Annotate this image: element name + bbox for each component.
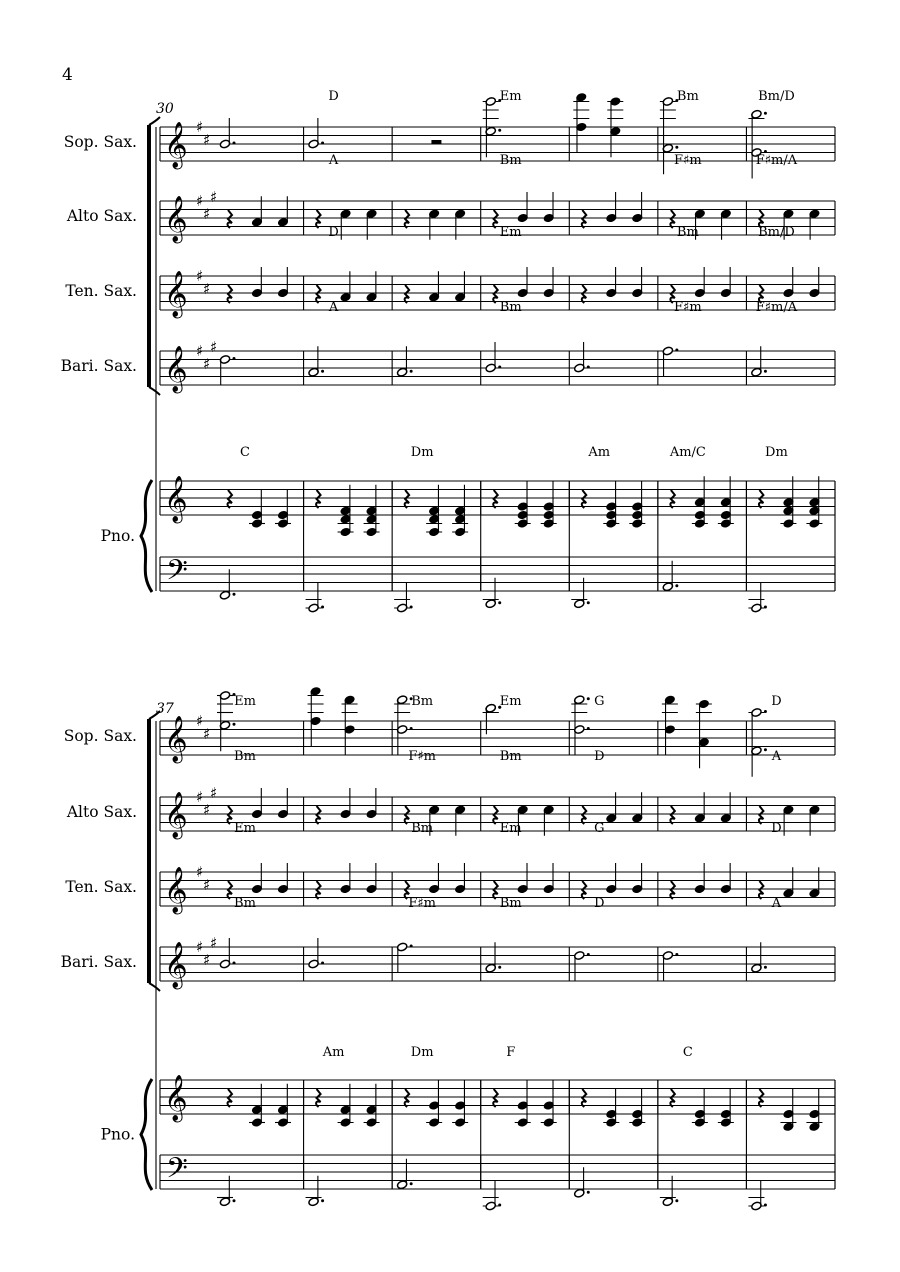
- augmentation-dot: [498, 366, 501, 369]
- treble-clef-icon: 𝄞: [164, 942, 188, 988]
- quarter-rest-icon: [582, 1089, 586, 1107]
- bracket-end: [149, 983, 160, 991]
- chord-symbol: A: [771, 749, 782, 764]
- augmentation-dot: [675, 146, 678, 149]
- augmentation-dot: [233, 593, 236, 596]
- instrument-staff: [64, 89, 835, 179]
- chord-symbol: D: [594, 896, 605, 911]
- score-system: [61, 89, 835, 613]
- chord-symbol: G: [594, 694, 605, 709]
- quarter-rest-icon: [670, 1089, 674, 1107]
- quarter-rest-icon: [405, 490, 409, 508]
- chord-symbol: Bm/D: [758, 89, 795, 104]
- augmentation-dot: [764, 710, 767, 713]
- piano-brace: [141, 1079, 152, 1190]
- augmentation-dot: [587, 1191, 590, 1194]
- chord-symbol: F♯m: [674, 153, 702, 168]
- treble-clef-icon: 𝄞: [164, 271, 188, 317]
- instrument-label: Alto Sax.: [66, 803, 137, 821]
- chord-symbol: Dm: [765, 445, 788, 460]
- sharp-icon: ♯: [196, 267, 204, 285]
- quarter-rest-icon: [493, 881, 497, 899]
- augmentation-dot: [321, 962, 324, 965]
- quarter-rest-icon: [316, 806, 320, 824]
- chord-symbol: Bm/D: [758, 225, 795, 240]
- quarter-rest-icon: [493, 210, 497, 228]
- augmentation-dot: [675, 349, 678, 352]
- ensemble-bracket: [147, 125, 151, 387]
- augmentation-dot: [233, 357, 236, 360]
- augmentation-dot: [321, 142, 324, 145]
- sharp-icon: ♯: [196, 712, 204, 730]
- instrument-label: Ten. Sax.: [65, 282, 137, 300]
- chord-symbol: G: [594, 821, 605, 836]
- chord-symbol: Bm: [234, 896, 256, 911]
- quarter-rest-icon: [405, 1089, 409, 1107]
- quarter-rest-icon: [316, 285, 320, 303]
- bass-clef-icon: 𝄢: [166, 554, 188, 594]
- sharp-icon: ♯: [196, 118, 204, 136]
- bass-clef-icon: 𝄢: [166, 1152, 188, 1192]
- ensemble-bracket: [147, 719, 151, 983]
- instrument-label: Sop. Sax.: [63, 727, 137, 745]
- quarter-rest-icon: [582, 285, 586, 303]
- piano-grand-staff: [101, 445, 835, 613]
- chord-symbol: Am: [322, 1045, 345, 1060]
- chord-symbol: Em: [499, 821, 522, 836]
- chord-symbol: D: [594, 749, 605, 764]
- quarter-rest-icon: [228, 490, 232, 508]
- quarter-rest-icon: [759, 881, 763, 899]
- instrument-label: Pno.: [100, 1125, 135, 1144]
- quarter-rest-icon: [405, 210, 409, 228]
- quarter-rest-icon: [582, 881, 586, 899]
- quarter-rest-icon: [759, 1089, 763, 1107]
- treble-clef-icon: 𝄞: [164, 346, 188, 392]
- augmentation-dot: [587, 953, 590, 956]
- sharp-icon: ♯: [196, 342, 204, 360]
- instrument-staff: [66, 749, 835, 840]
- quarter-rest-icon: [316, 1089, 320, 1107]
- augmentation-dot: [587, 366, 590, 369]
- sharp-icon: ♯: [196, 788, 204, 806]
- score-system: [61, 686, 835, 1210]
- chord-symbol: F♯m: [408, 749, 436, 764]
- augmentation-dot: [764, 966, 767, 969]
- instrument-staff: [64, 686, 835, 776]
- treble-clef-icon: 𝄞: [164, 716, 188, 762]
- quarter-rest-icon: [582, 490, 586, 508]
- quarter-rest-icon: [316, 881, 320, 899]
- sharp-icon: ♯: [196, 863, 204, 881]
- treble-clef-icon: 𝄞: [164, 196, 188, 242]
- chord-symbol: C: [240, 445, 250, 460]
- quarter-rest-icon: [405, 285, 409, 303]
- treble-clef-icon: 𝄞: [164, 476, 188, 522]
- chord-symbol: Bm: [499, 749, 522, 764]
- augmentation-dot: [233, 1199, 236, 1202]
- augmentation-dot: [410, 727, 413, 730]
- chord-symbol: F♯m: [408, 896, 436, 911]
- quarter-rest-icon: [582, 210, 586, 228]
- quarter-rest-icon: [759, 806, 763, 824]
- augmentation-dot: [764, 748, 767, 751]
- measure-number: 30: [156, 101, 174, 117]
- augmentation-dot: [410, 370, 413, 373]
- augmentation-dot: [233, 962, 236, 965]
- quarter-rest-icon: [670, 210, 674, 228]
- augmentation-dot: [410, 606, 413, 609]
- instrument-label: Bari. Sax.: [60, 953, 137, 971]
- chord-symbol: A: [771, 896, 782, 911]
- augmentation-dot: [675, 584, 678, 587]
- bracket-end: [149, 117, 160, 125]
- sharp-icon: ♯: [203, 130, 211, 149]
- quarter-rest-icon: [316, 210, 320, 228]
- chord-symbol: Bm: [411, 694, 434, 709]
- chord-symbol: Am/C: [669, 445, 706, 460]
- sharp-icon: ♯: [210, 783, 218, 802]
- quarter-rest-icon: [759, 490, 763, 508]
- sharp-icon: ♯: [210, 187, 218, 206]
- quarter-rest-icon: [228, 881, 232, 899]
- chord-symbol: Am: [588, 445, 611, 460]
- augmentation-dot: [675, 953, 678, 956]
- augmentation-dot: [764, 1204, 767, 1207]
- chord-symbol: D: [771, 821, 782, 836]
- augmentation-dot: [587, 697, 590, 700]
- chord-symbol: A: [328, 153, 339, 168]
- augmentation-dot: [498, 601, 501, 604]
- sharp-icon: ♯: [210, 933, 218, 952]
- treble-clef-icon: 𝄞: [164, 792, 188, 838]
- sharp-icon: ♯: [203, 724, 211, 743]
- chord-symbol: Bm: [499, 300, 522, 315]
- chord-symbol: Dm: [410, 445, 434, 460]
- chord-symbol: Dm: [410, 1045, 434, 1060]
- quarter-rest-icon: [493, 490, 497, 508]
- sharp-icon: ♯: [210, 337, 218, 356]
- augmentation-dot: [675, 1199, 678, 1202]
- quarter-rest-icon: [228, 806, 232, 824]
- bracket-end: [149, 387, 160, 395]
- chord-symbol: Em: [234, 694, 256, 709]
- page-number: 4: [62, 65, 73, 85]
- quarter-rest-icon: [228, 1089, 232, 1107]
- chord-symbol: Bm: [499, 153, 522, 168]
- piano-brace: [141, 480, 152, 592]
- chord-symbol: Em: [234, 821, 256, 836]
- quarter-rest-icon: [493, 806, 497, 824]
- sharp-icon: ♯: [196, 938, 204, 956]
- quarter-rest-icon: [405, 806, 409, 824]
- quarter-rest-icon: [316, 490, 320, 508]
- quarter-rest-icon: [493, 1089, 497, 1107]
- quarter-rest-icon: [582, 806, 586, 824]
- piano-grand-staff: [101, 1045, 835, 1211]
- chord-symbol: F: [506, 1045, 516, 1060]
- augmentation-dot: [764, 112, 767, 115]
- augmentation-dot: [498, 129, 501, 132]
- treble-clef-icon: 𝄞: [164, 867, 188, 913]
- chord-symbol: C: [682, 1045, 693, 1060]
- augmentation-dot: [587, 727, 590, 730]
- instrument-label: Alto Sax.: [66, 207, 137, 225]
- sharp-icon: ♯: [203, 204, 211, 223]
- chord-symbol: F♯m: [674, 300, 702, 315]
- notation-layer: [61, 89, 835, 1211]
- augmentation-dot: [410, 1182, 413, 1185]
- chord-symbol: D: [771, 694, 782, 709]
- half-rest-icon: [431, 140, 441, 144]
- sharp-icon: ♯: [203, 800, 211, 819]
- chord-symbol: Em: [499, 89, 522, 104]
- chord-symbol: Bm: [676, 89, 699, 104]
- chord-symbol: Em: [499, 225, 522, 240]
- augmentation-dot: [321, 370, 324, 373]
- chord-symbol: D: [328, 89, 339, 104]
- augmentation-dot: [764, 606, 767, 609]
- augmentation-dot: [498, 966, 501, 969]
- instrument-label: Pno.: [100, 527, 135, 545]
- chord-symbol: D: [328, 225, 339, 240]
- treble-clef-icon: 𝄞: [164, 122, 188, 168]
- chord-symbol: A: [328, 300, 339, 315]
- sharp-icon: ♯: [196, 192, 204, 210]
- chord-symbol: F♯m/A: [755, 300, 798, 315]
- augmentation-dot: [498, 1204, 501, 1207]
- quarter-rest-icon: [670, 490, 674, 508]
- chord-symbol: Em: [499, 694, 522, 709]
- quarter-rest-icon: [670, 881, 674, 899]
- augmentation-dot: [587, 601, 590, 604]
- sharp-icon: ♯: [203, 950, 211, 969]
- quarter-rest-icon: [228, 285, 232, 303]
- augmentation-dot: [321, 606, 324, 609]
- measure-number: 37: [156, 701, 174, 717]
- augmentation-dot: [233, 723, 236, 726]
- chord-symbol: Bm: [676, 225, 699, 240]
- quarter-rest-icon: [493, 285, 497, 303]
- chord-symbol: Bm: [234, 749, 256, 764]
- augmentation-dot: [410, 945, 413, 948]
- instrument-label: Bari. Sax.: [60, 357, 137, 375]
- sharp-icon: ♯: [203, 279, 211, 298]
- treble-clef-icon: 𝄞: [164, 1075, 188, 1121]
- augmentation-dot: [233, 142, 236, 145]
- chord-symbol: F♯m/A: [755, 153, 798, 168]
- quarter-rest-icon: [670, 806, 674, 824]
- sharp-icon: ♯: [203, 354, 211, 373]
- instrument-label: Ten. Sax.: [65, 878, 137, 896]
- augmentation-dot: [321, 1199, 324, 1202]
- instrument-label: Sop. Sax.: [63, 133, 137, 151]
- sharp-icon: ♯: [203, 875, 211, 894]
- quarter-rest-icon: [228, 210, 232, 228]
- chord-symbol: Bm: [499, 896, 522, 911]
- chord-symbol: Bm: [411, 821, 434, 836]
- augmentation-dot: [764, 370, 767, 373]
